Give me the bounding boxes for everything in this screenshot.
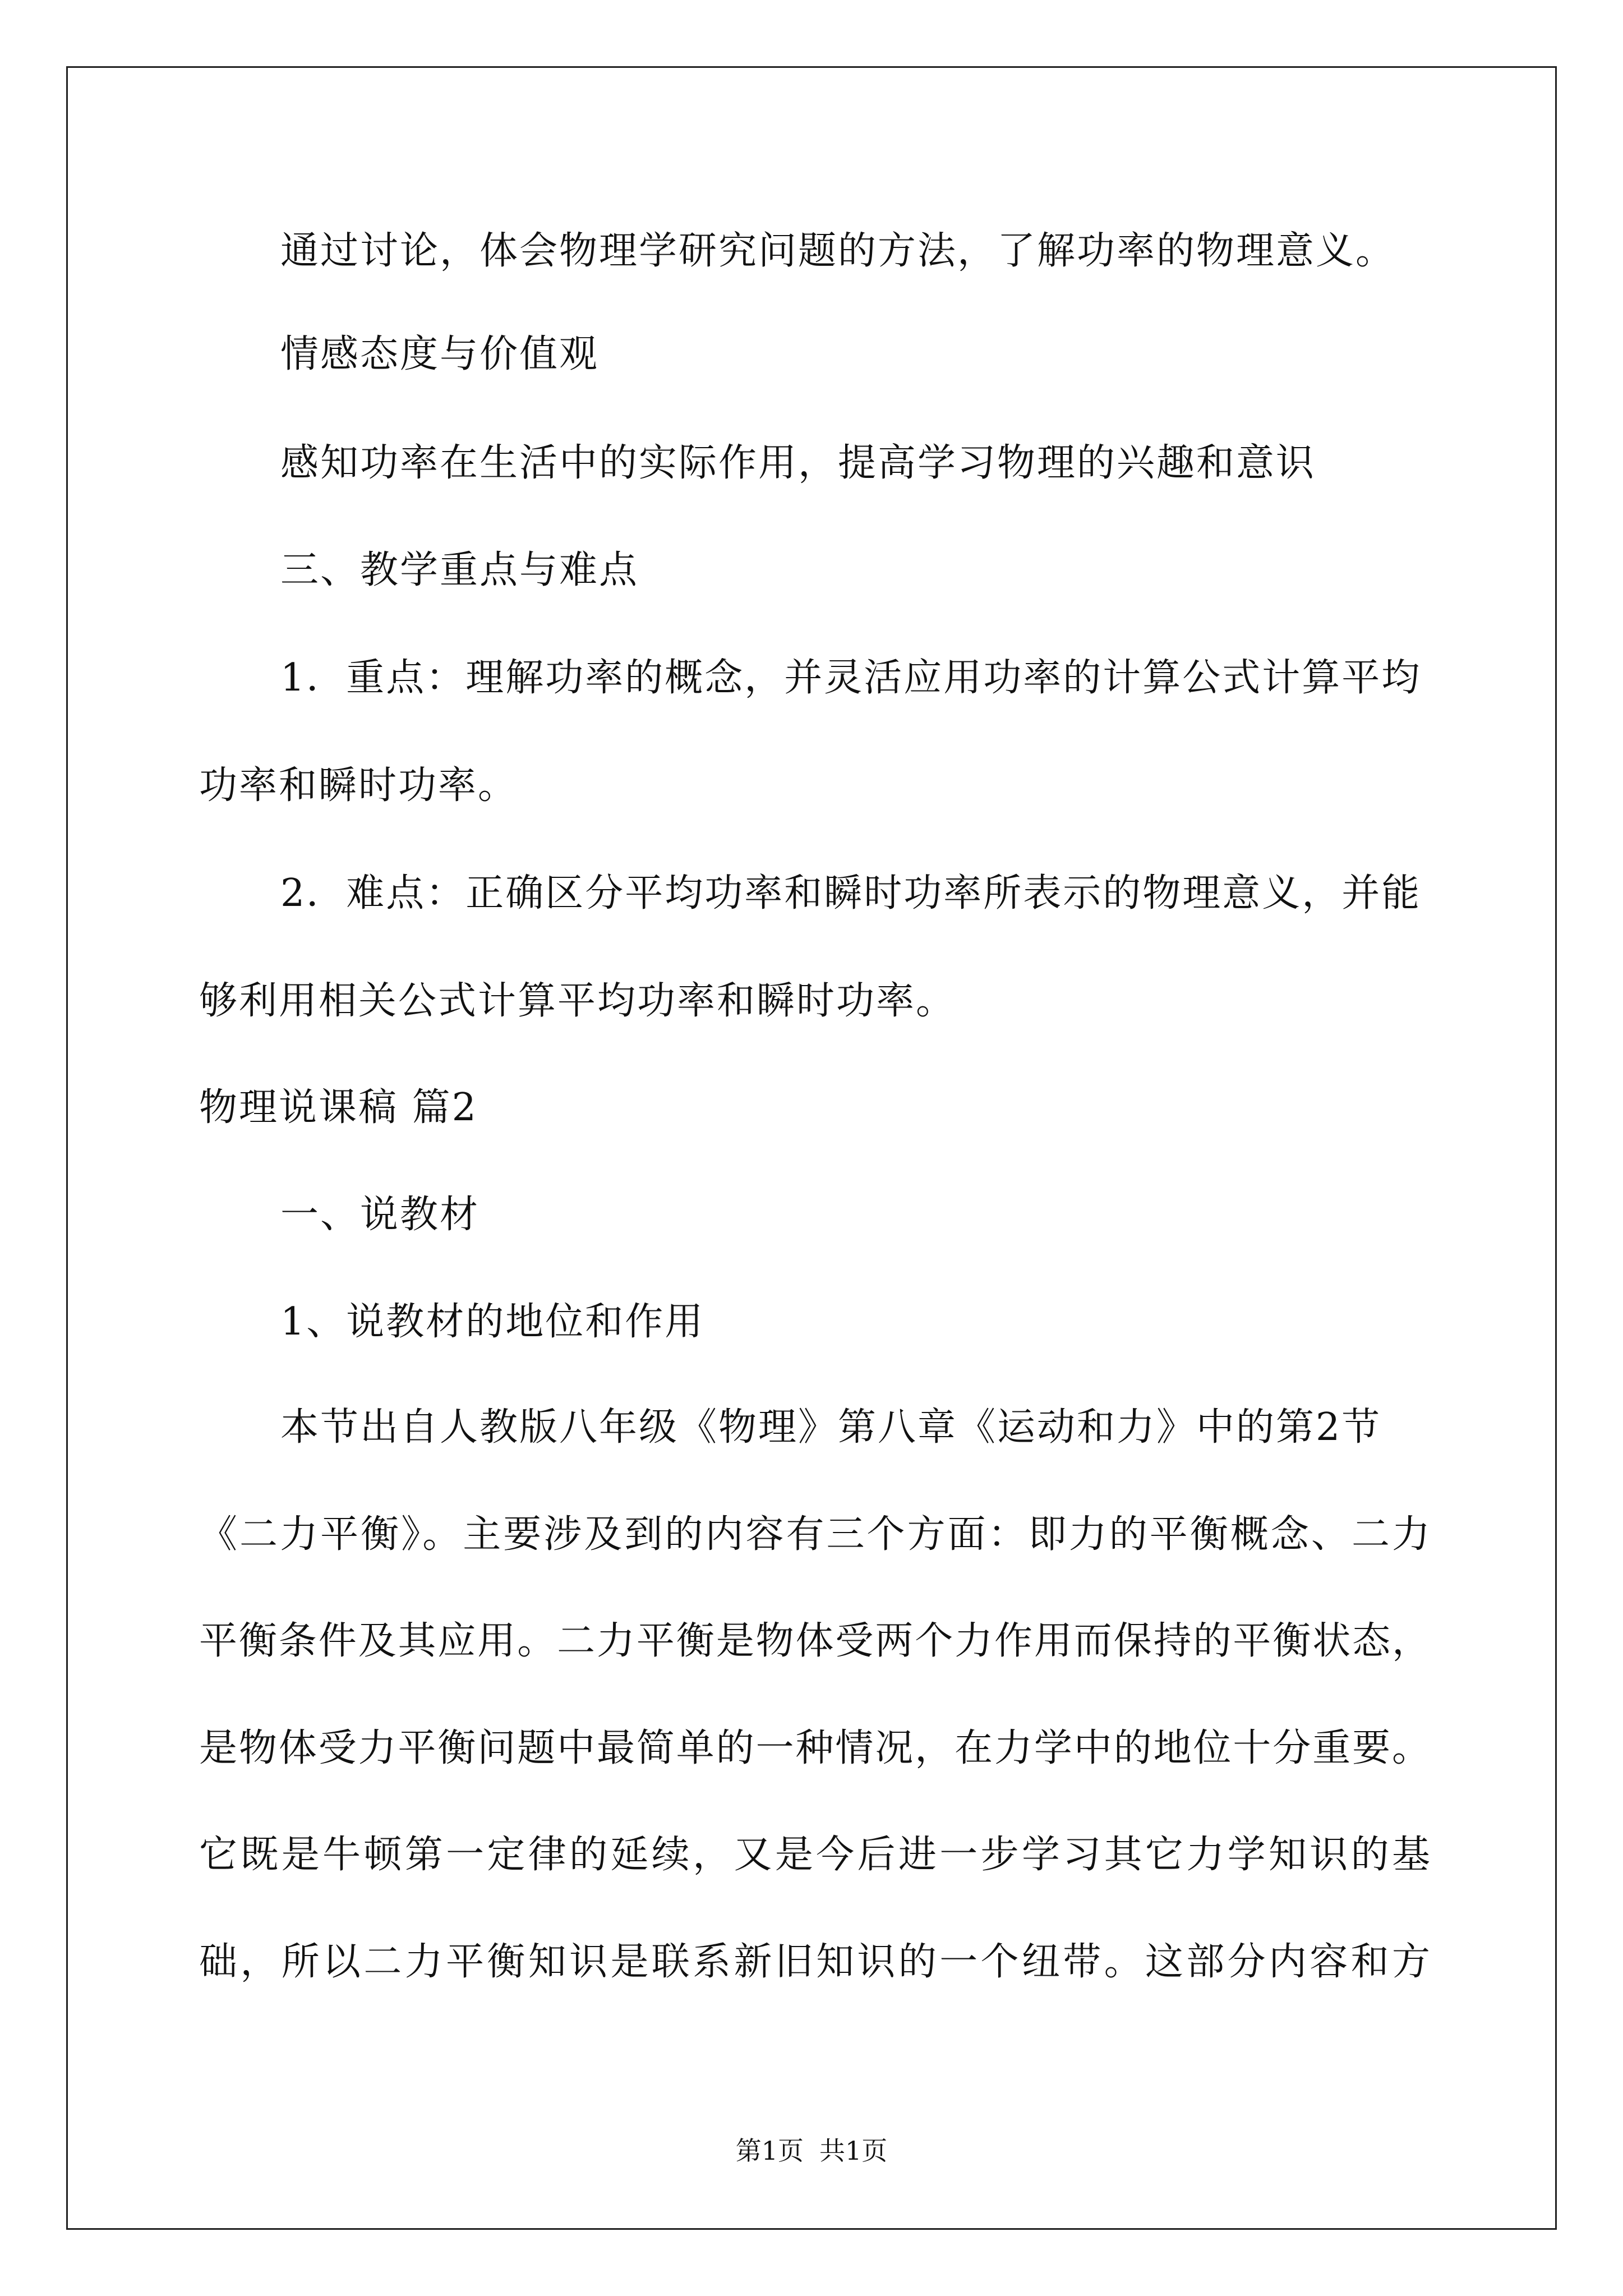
paragraph-line: 1．重点：理解功率的概念，并灵活应用功率的计算公式计算平均 bbox=[280, 656, 1422, 700]
page-border bbox=[66, 66, 1557, 2230]
paragraph-line: 通过讨论，体会物理学研究问题的方法，了解功率的物理意义。 bbox=[280, 229, 1396, 273]
section-heading: 1、说教材的地位和作用 bbox=[280, 1300, 705, 1344]
page-total: 共1页 bbox=[819, 2136, 888, 2166]
paragraph-line: 本节出自人教版八年级《物理》第八章《运动和力》中的第2节 bbox=[280, 1405, 1382, 1450]
section-heading: 一、说教材 bbox=[280, 1193, 480, 1237]
paragraph-line: 2．难点：正确区分平均功率和瞬时功率所表示的物理意义，并能 bbox=[280, 871, 1422, 915]
article-title: 物理说课稿 篇2 bbox=[199, 1085, 478, 1130]
page-footer bbox=[0, 2135, 1623, 2166]
paragraph-line: 《二力平衡》。主要涉及到的内容有三个方面：即力的平衡概念、二力 bbox=[199, 1512, 1430, 1557]
page-number: 第1页 bbox=[735, 2136, 804, 2166]
paragraph-line: 它既是牛顿第一定律的延续，又是今后进一步学习其它力学知识的基 bbox=[199, 1833, 1430, 1877]
paragraph-line: 功率和瞬时功率。 bbox=[199, 763, 518, 808]
section-heading: 三、教学重点与难点 bbox=[280, 548, 639, 592]
paragraph-line: 础，所以二力平衡知识是联系新旧知识的一个纽带。这部分内容和方 bbox=[199, 1940, 1430, 1984]
section-heading: 情感态度与价值观 bbox=[280, 332, 600, 376]
paragraph-line: 够利用相关公式计算平均功率和瞬时功率。 bbox=[199, 979, 956, 1023]
paragraph-line: 平衡条件及其应用。二力平衡是物体受两个力作用而保持的平衡状态， bbox=[199, 1619, 1430, 1663]
paragraph-line: 是物体受力平衡问题中最简单的一种情况，在力学中的地位十分重要。 bbox=[199, 1726, 1430, 1770]
paragraph-line: 感知功率在生活中的实际作用，提高学习物理的兴趣和意识 bbox=[280, 441, 1316, 485]
